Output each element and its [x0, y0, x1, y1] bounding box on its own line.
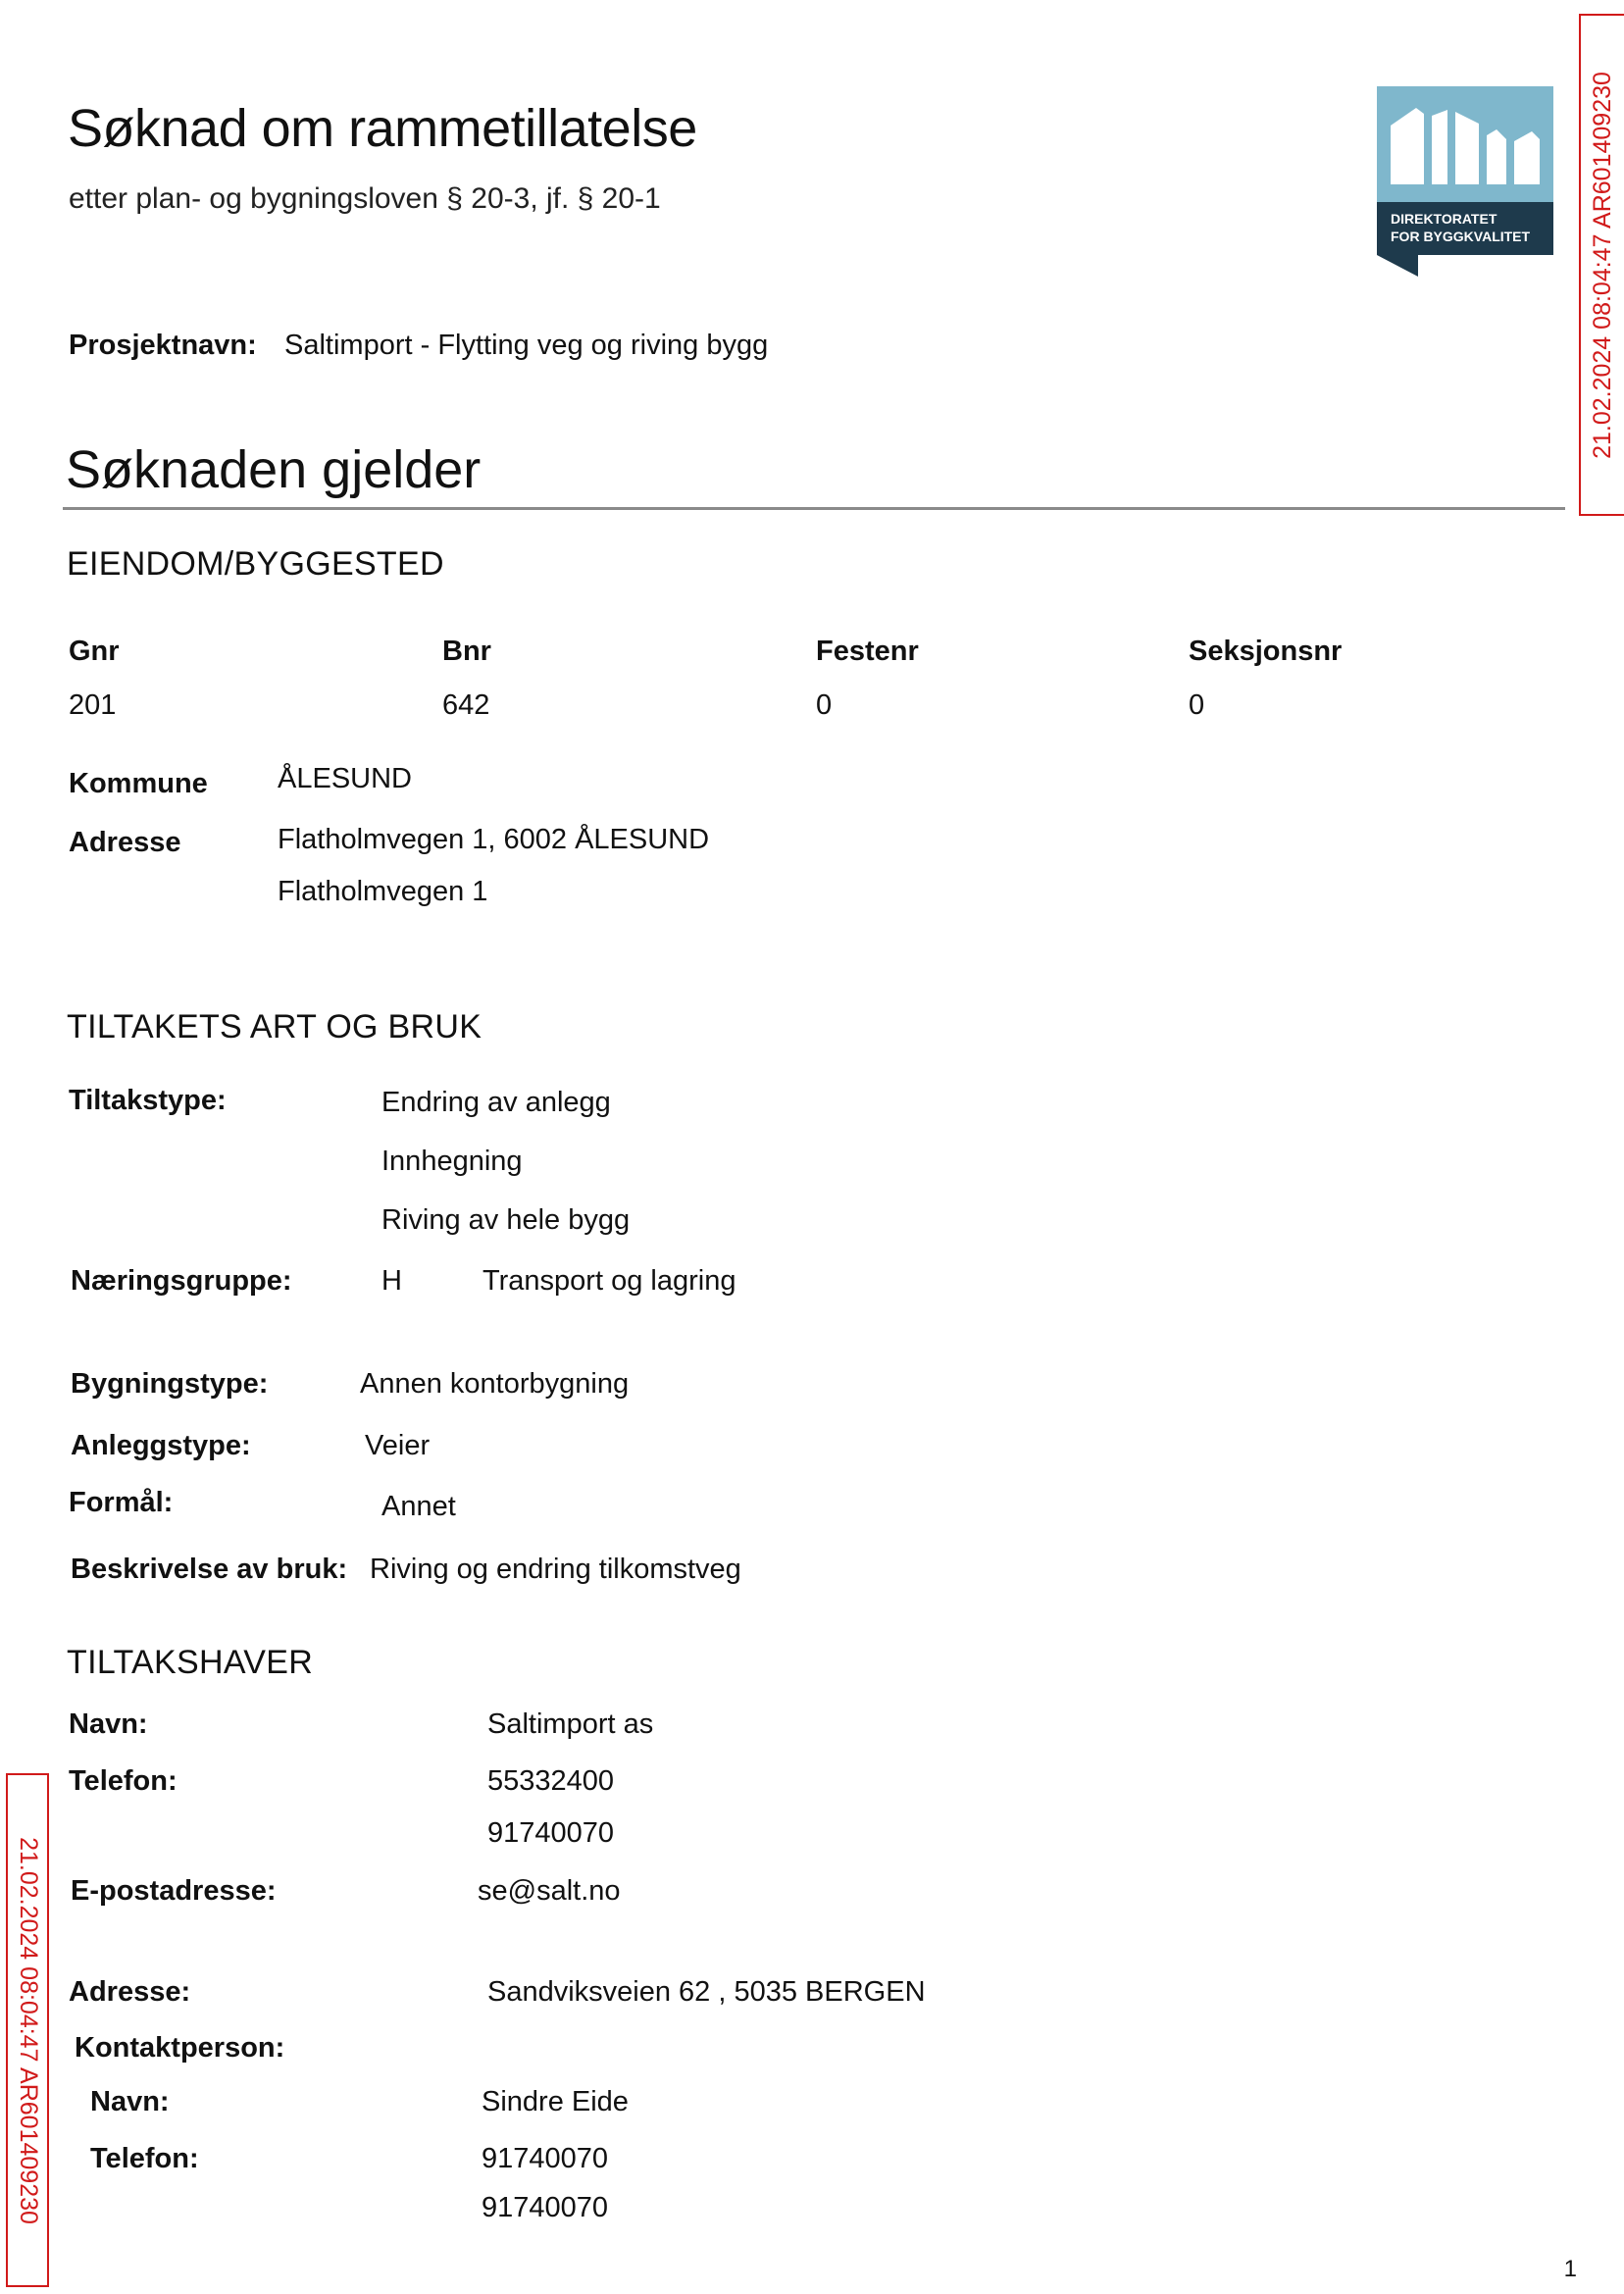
logo-line2: FOR BYGGKVALITET	[1391, 229, 1531, 244]
gnr-value: 201	[69, 689, 117, 721]
archive-stamp-text: 21.02.2024 08:04:47 AR601409230	[1588, 71, 1616, 459]
page-title: Søknad om rammetillatelse	[68, 99, 697, 158]
archive-stamp-right	[1579, 14, 1624, 516]
seksjonsnr-label: Seksjonsnr	[1189, 636, 1343, 667]
naeringsgruppe-code: H	[381, 1265, 402, 1297]
tiltakshaver-adresse: Sandviksveien 62 , 5035 BERGEN	[487, 1976, 926, 2008]
tiltakstype-item: Riving av hele bygg	[381, 1204, 631, 1236]
kommune-value: ÅLESUND	[278, 763, 412, 794]
tiltakshaver-epost: se@salt.no	[478, 1875, 621, 1907]
adresse-label: Adresse	[69, 827, 181, 858]
naeringsgruppe-text: Transport og lagring	[482, 1265, 736, 1297]
kontakt-telefon2: 91740070	[482, 2192, 609, 2223]
eiendom-heading: EIENDOM/BYGGESTED	[67, 545, 444, 583]
kontakt-navn: Sindre Eide	[482, 2086, 629, 2117]
festenr-value: 0	[816, 689, 833, 721]
adresse-line2: Flatholmvegen 1	[278, 876, 488, 907]
bygningstype-label: Bygningstype:	[71, 1368, 269, 1400]
tiltakstype-label: Tiltakstype:	[69, 1085, 227, 1116]
bygningstype-value: Annen kontorbygning	[360, 1368, 630, 1400]
anleggstype-label: Anleggstype:	[71, 1430, 251, 1461]
festenr-label: Festenr	[816, 636, 919, 667]
tiltakshaver-adresse-label: Adresse:	[69, 1976, 191, 2008]
gnr-label: Gnr	[69, 636, 120, 667]
seksjonsnr-value: 0	[1189, 689, 1205, 721]
dibk-logo-icon	[1377, 86, 1553, 277]
kontakt-telefon-label: Telefon:	[90, 2143, 199, 2174]
anleggstype-value: Veier	[365, 1430, 431, 1461]
kontakt-navn-label: Navn:	[90, 2086, 170, 2117]
tiltakshaver-navn-label: Navn:	[69, 1708, 148, 1740]
naeringsgruppe-label: Næringsgruppe:	[71, 1265, 292, 1297]
page-number: 1	[1563, 2256, 1577, 2282]
bnr-label: Bnr	[442, 636, 491, 667]
tiltakstype-item: Innhegning	[381, 1146, 523, 1177]
tiltakshaver-heading: TILTAKSHAVER	[67, 1644, 314, 1681]
project-label: Prosjektnavn:	[69, 330, 257, 361]
kontakt-telefon1: 91740070	[482, 2143, 609, 2174]
tiltakshaver-navn: Saltimport as	[487, 1708, 654, 1740]
tiltak-heading: TILTAKETS ART OG BRUK	[67, 1008, 482, 1045]
formal-value: Annet	[381, 1491, 456, 1522]
beskrivelse-label: Beskrivelse av bruk:	[71, 1554, 348, 1585]
tiltakshaver-telefon-label: Telefon:	[69, 1765, 178, 1797]
logo-line1: DIREKTORATET	[1391, 211, 1497, 227]
section-title: Søknaden gjelder	[66, 440, 482, 499]
bnr-value: 642	[442, 689, 490, 721]
tiltakshaver-telefon1: 55332400	[487, 1765, 615, 1797]
page-subtitle: etter plan- og bygningsloven § 20-3, jf. § 20-1	[69, 182, 661, 215]
formal-label: Formål:	[69, 1487, 174, 1518]
kontaktperson-label: Kontaktperson:	[75, 2032, 285, 2064]
tiltakshaver-epost-label: E-postadresse:	[71, 1875, 277, 1907]
beskrivelse-value: Riving og endring tilkomstveg	[370, 1554, 741, 1585]
tiltakshaver-telefon2: 91740070	[487, 1817, 615, 1849]
archive-stamp-text: 21.02.2024 08:04:47 AR601409230	[14, 1836, 42, 2224]
project-name: Saltimport - Flytting veg og riving bygg	[284, 330, 769, 361]
adresse-line1: Flatholmvegen 1, 6002 ÅLESUND	[278, 824, 710, 855]
archive-stamp-left	[6, 1773, 49, 2287]
section-divider	[63, 507, 1565, 510]
kommune-label: Kommune	[69, 768, 208, 799]
tiltakstype-item: Endring av anlegg	[381, 1087, 611, 1118]
